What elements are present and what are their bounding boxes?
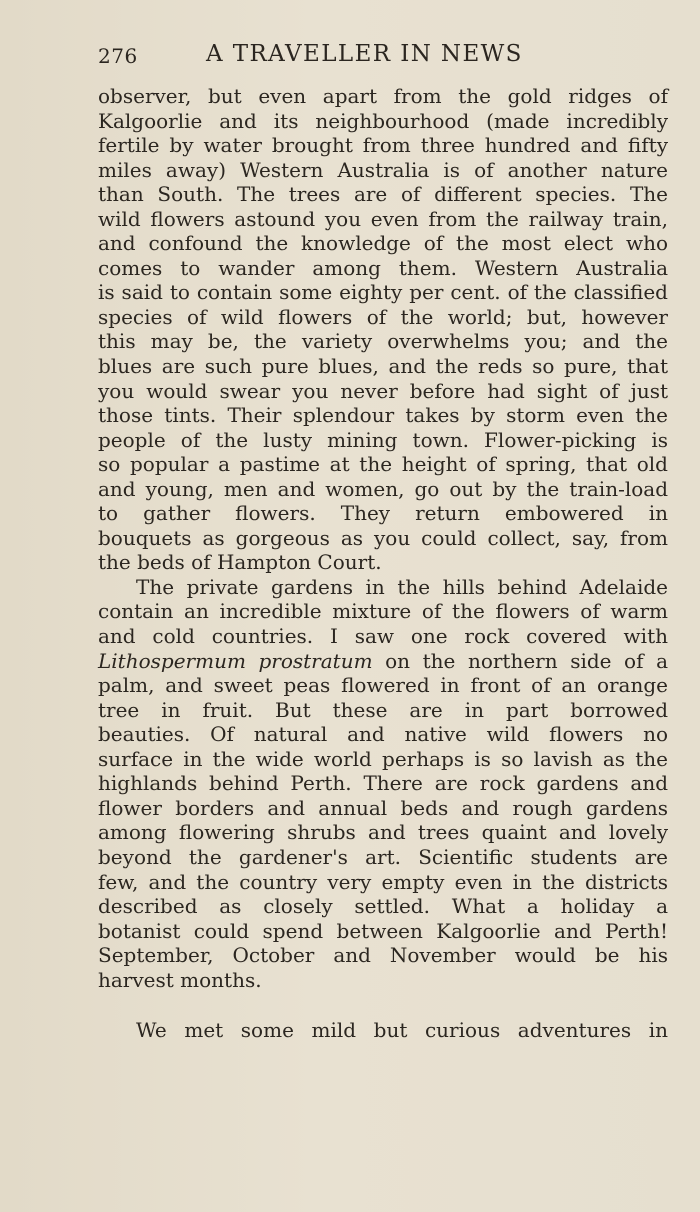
text-line: species of wild flowers of the world; but, however xyxy=(98,304,668,329)
paragraph-2 xyxy=(98,575,668,992)
text-line xyxy=(98,649,668,674)
text-line: contain an incredible mixture of the flowers of warm xyxy=(98,599,668,624)
text-line: this may be, the variety overwhelms you; and the xyxy=(98,329,668,354)
body-text xyxy=(98,84,668,1043)
text-line: wild flowers astound you even from the railway train, xyxy=(98,206,668,231)
text-line: those tints. Their splendour takes by storm even the xyxy=(98,403,668,428)
text-line: is said to contain some eighty per cent. of the classified xyxy=(98,280,668,305)
text-line: among flowering shrubs and trees quaint and lovely xyxy=(98,820,668,845)
text-line: flower borders and annual beds and rough gardens xyxy=(98,795,668,820)
text-span: on the northern side of a xyxy=(372,648,668,673)
page-header xyxy=(98,41,568,73)
text-line: September, October and November would be his xyxy=(98,943,668,968)
running-head: A TRAVELLER IN NEWS xyxy=(206,41,523,67)
text-line: and young, men and women, go out by the train-load xyxy=(98,476,668,501)
text-line: to gather flowers. They return embowered in xyxy=(98,501,668,526)
text-line: harvest months. xyxy=(98,967,262,992)
text-line: described as closely settled. What a holiday a xyxy=(98,894,668,919)
section-break xyxy=(98,992,668,1018)
text-line: comes to wander among them. Western Australia xyxy=(98,255,668,280)
paragraph-3 xyxy=(98,1018,668,1043)
text-line: beyond the gardener's art. Scientific students are xyxy=(98,844,668,869)
text-line: you would swear you never before had sight of just xyxy=(98,378,668,403)
text-line: people of the lusty mining town. Flower-picking is xyxy=(98,427,668,452)
species-name: Lithospermum prostratum xyxy=(98,648,373,673)
page-number: 276 xyxy=(98,44,138,68)
text-line: palm, and sweet peas flowered in front of an orange xyxy=(98,673,668,698)
text-line: botanist could spend between Kalgoorlie and Perth! xyxy=(98,918,668,943)
text-line: so popular a pastime at the height of spring, that old xyxy=(98,452,668,477)
text-line: We met some mild but curious adventures in xyxy=(136,1018,668,1043)
text-line: highlands behind Perth. There are rock gardens and xyxy=(98,771,668,796)
text-line: fertile by water brought from three hundred and fifty xyxy=(98,133,668,158)
text-line: The private gardens in the hills behind Adelaide xyxy=(136,574,668,599)
text-line: miles away) Western Australia is of another nature xyxy=(98,157,668,182)
text-line: bouquets as gorgeous as you could collect, say, from xyxy=(98,525,668,550)
text-line: Kalgoorlie and its neighbourhood (made incredibly xyxy=(98,108,668,133)
paragraph-1 xyxy=(98,84,668,575)
text-line: few, and the country very empty even in the districts xyxy=(98,869,668,894)
text-line: surface in the wide world perhaps is so lavish as the xyxy=(98,746,668,771)
text-line: than South. The trees are of different species. The xyxy=(98,182,668,207)
text-line: and cold countries. I saw one rock covered with xyxy=(98,624,668,649)
text-line: blues are such pure blues, and the reds so pure, that xyxy=(98,354,668,379)
text-line: observer, but even apart from the gold ridges of xyxy=(98,84,668,108)
text-line: tree in fruit. But these are in part borrowed xyxy=(98,697,668,722)
text-line: and confound the knowledge of the most elect who xyxy=(98,231,668,256)
text-line: beauties. Of natural and native wild flowers no xyxy=(98,722,668,747)
text-line: the beds of Hampton Court. xyxy=(98,550,382,575)
